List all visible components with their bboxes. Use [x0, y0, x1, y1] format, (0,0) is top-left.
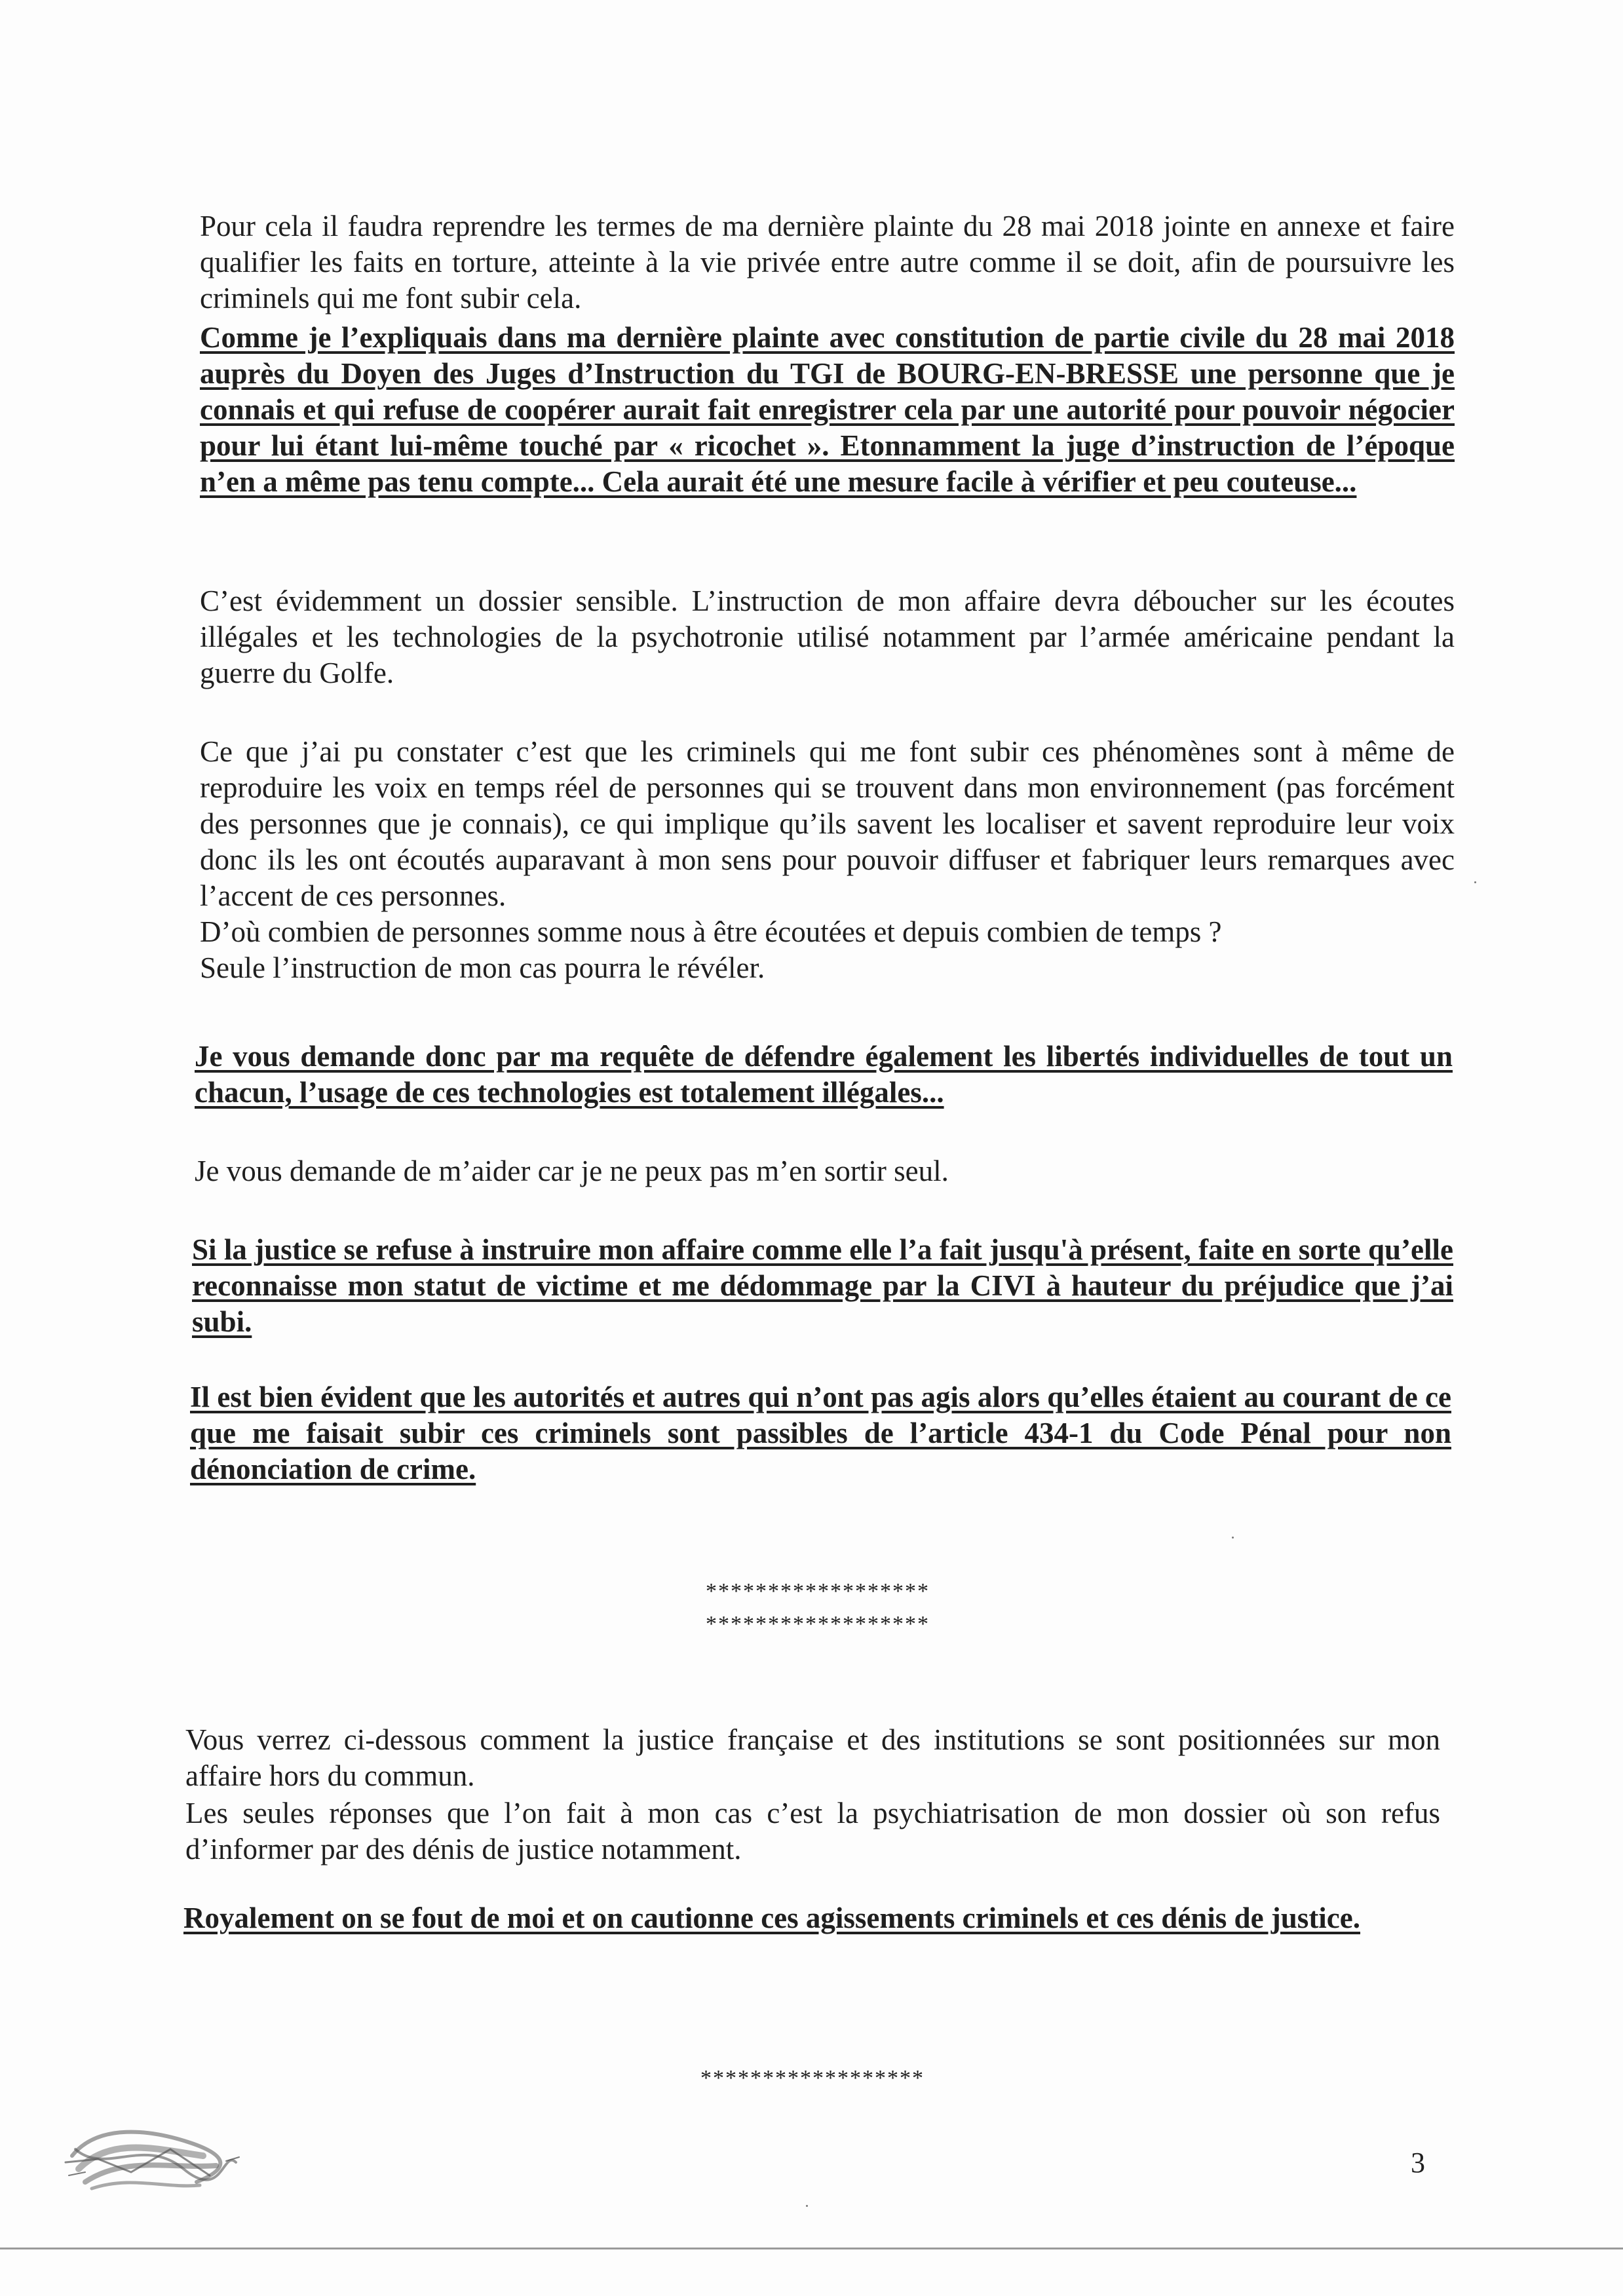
paragraph-previous-complaint: [200, 320, 1455, 500]
separator-text: ******************: [706, 1579, 930, 1603]
paragraph-royalement: [183, 1900, 1442, 1936]
paragraph-sensitive-file: [200, 583, 1455, 691]
page-number-text: 3: [1411, 2147, 1425, 2179]
paragraph-text: D’où combien de personnes somme nous à être écoutées et depuis combien de temps ?: [200, 915, 1222, 948]
handwritten-signature: [59, 2110, 256, 2208]
separator-stars-2: [634, 1609, 1001, 1640]
paragraph-text: Royalement on se fout de moi et on cautionne ces agissements criminels et ces dénis de justice.: [183, 1902, 1361, 1934]
separator-text: ******************: [706, 1612, 930, 1636]
paragraph-text: Je vous demande donc par ma requête de défendre également les libertés individuelles de tout un chacun, l’usage de ces technologies est totalement illégales...: [195, 1040, 1453, 1109]
paragraph-text: C’est évidemment un dossier sensible. L’instruction de mon affaire devra déboucher sur les écoutes illégales et les technologies de la psychotronie utilisé notamment par l’armée américaine pendant la guerre du Golfe.: [200, 584, 1455, 689]
scan-speck: [1474, 881, 1476, 883]
separator-stars-1: [634, 1576, 1001, 1607]
paragraph-article-434-1: [190, 1379, 1451, 1487]
paragraph-text: Seule l’instruction de mon cas pourra le révéler.: [200, 951, 765, 984]
paragraph-text: Les seules réponses que l’on fait à mon cas c’est la psychiatrisation de mon dossier où son refus d’informer par des dénis de justice notamment.: [185, 1797, 1440, 1866]
paragraph-positions-below: [185, 1722, 1440, 1794]
paragraph-text: Ce que j’ai pu constater c’est que les criminels qui me font subir ces phénomènes sont à même de reproduire les voix en temps réel de personnes qui se trouvent dans mon environnement (pas forcément des personnes que je connais), ce qui implique qu’ils savent les localiser et savent reproduire leur voix donc ils les ont écoutés auparavant à mon sens pour pouvoir diffuser et fabriquer leurs remarques avec l’accent de ces personnes.: [200, 735, 1455, 912]
paragraph-text: Il est bien évident que les autorités et autres qui n’ont pas agis alors qu’elles étaient au courant de ce que me faisait subir ces criminels sont passibles de l’article 434-1 du Code Pénal pour non dénonciation de crime.: [190, 1381, 1451, 1485]
paragraph-help-request: [195, 1153, 1453, 1189]
paragraph-text: Je vous demande de m’aider car je ne peux pas m’en sortir seul.: [195, 1155, 949, 1187]
separator-stars-final: [629, 2063, 996, 2094]
paragraph-request-liberties: [195, 1039, 1453, 1111]
paragraph-text: Pour cela il faudra reprendre les termes de ma dernière plainte du 28 mai 2018 jointe en annexe et faire qualifier les faits en torture, atteinte à la vie privée entre autre comme il se doit, afin de poursuivre les criminels qui me font subir cela.: [200, 210, 1455, 315]
paragraph-text: Vous verrez ci-dessous comment la justice française et des institutions se sont positionnées sur mon affaire hors du commun.: [185, 1723, 1440, 1792]
paragraph-instruction-reveal: [200, 950, 1455, 986]
page-number: [1411, 2146, 1425, 2179]
paragraph-intro: [200, 208, 1455, 316]
page-bottom-rule: [0, 2248, 1623, 2249]
paragraph-text: Comme je l’expliquais dans ma dernière plainte avec constitution de partie civile du 28 mai 2018 auprès du Doyen des Juges d’Instruction du TGI de BOURG-EN-BRESSE une personne que je connais et qui refuse de coopérer aurait fait enregistrer cela par une autorité pour pouvoir négocier pour lui étant lui-même touché par « ricochet ». Etonnamment la juge d’instruction de l’époque n’en a même pas tenu compte... Cela aurait été une mesure facile à vérifier et peu couteuse...: [200, 321, 1455, 498]
paragraph-observations: [200, 734, 1455, 914]
scan-speck: [806, 2205, 808, 2207]
paragraph-psychiatrisation: [185, 1795, 1440, 1867]
paragraph-question: [200, 914, 1455, 950]
scan-speck: [1232, 1537, 1234, 1539]
paragraph-civi-compensation: [192, 1232, 1453, 1340]
paragraph-text: Si la justice se refuse à instruire mon affaire comme elle l’a fait jusqu'à présent, faite en sorte qu’elle reconnaisse mon statut de victime et me dédommage par la CIVI à hauteur du préjudice que j’ai subi.: [192, 1233, 1453, 1338]
separator-text: ******************: [700, 2066, 925, 2090]
